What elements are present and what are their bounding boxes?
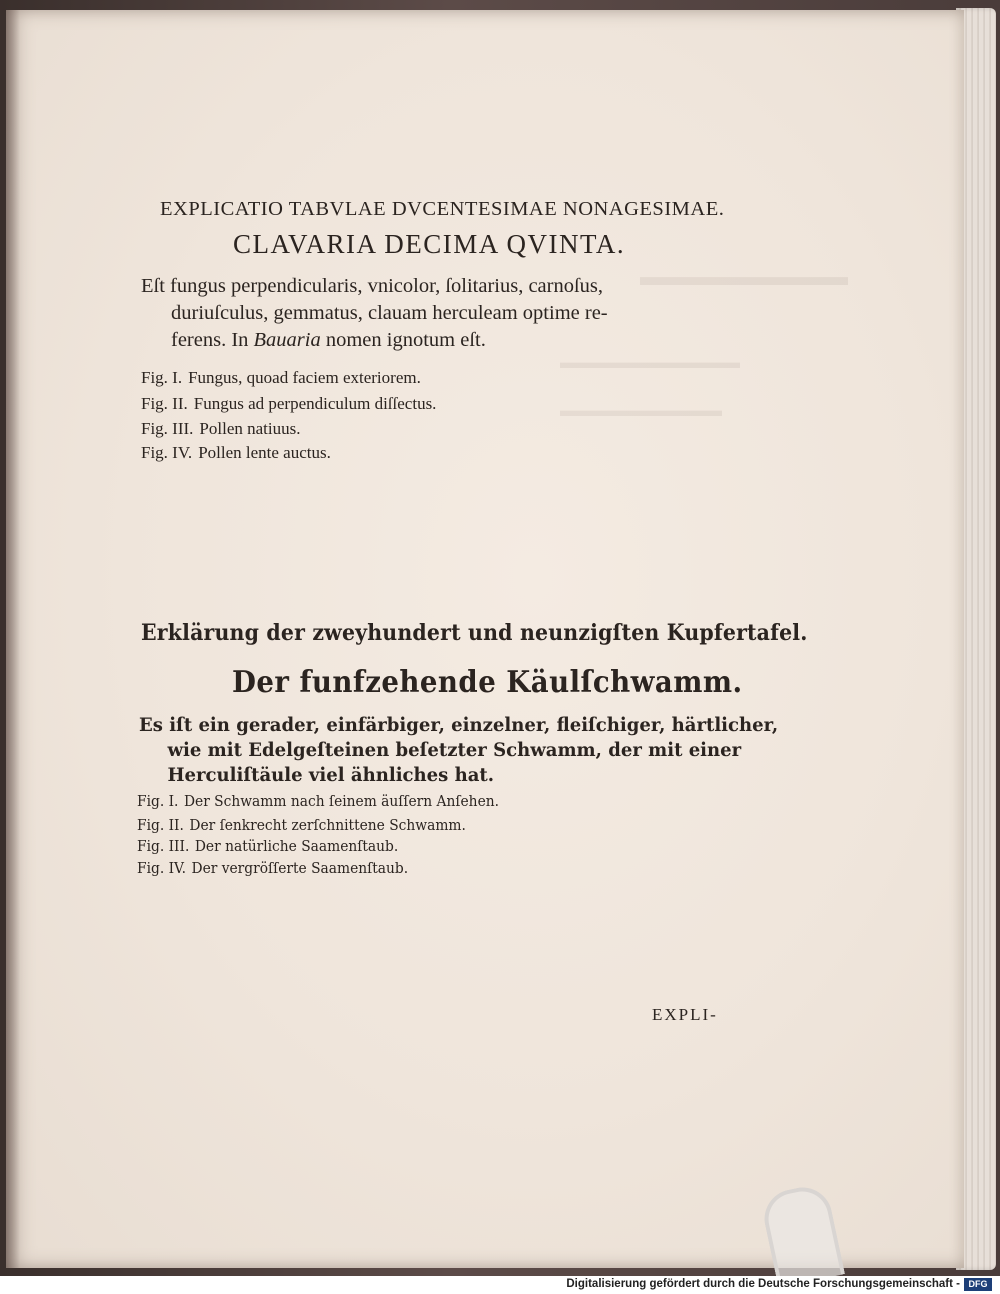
bleed-through-mark: ▬▬▬▬▬▬▬▬ (640, 262, 848, 291)
latin-description-line (141, 327, 741, 354)
figure-label: Fig. IV. (137, 859, 186, 877)
bleed-through-mark: ▬▬▬▬▬▬▬▬▬▬ (560, 352, 740, 372)
figure-text: Pollen lente auctus. (198, 443, 331, 462)
latin-plate-title: EXPLICATIO TABVLAE DVCENTESIMAE NONAGESIMAE. (160, 198, 725, 220)
german-description-line: wie mit Edelgeſteinen beſetzter Schwamm, der mit einer (167, 739, 742, 761)
latin-figure-caption (141, 443, 331, 463)
dfg-logo: DFG (964, 1278, 992, 1291)
catchword: EXPLI- (652, 1005, 718, 1024)
figure-label: Fig. II. (137, 816, 184, 834)
figure-label: Fig. III. (137, 837, 190, 855)
latin-description-text: ferens. In (171, 329, 254, 351)
german-figure-caption (137, 792, 499, 810)
figure-text: Der natürliche Saamenſtaub. (194, 837, 399, 855)
place-name: Bauaria (253, 329, 321, 351)
figure-text: Fungus, quoad faciem exteriorem. (188, 368, 421, 387)
funding-notice: Digitalisierung gefördert durch die Deutsche Forschungsgemeinschaft - (566, 1278, 960, 1290)
latin-description-line: duriuſculus, gemmatus, clauam herculeam optime re- (171, 302, 608, 324)
german-description-line: Herculiſtäule viel ähnliches hat. (167, 764, 495, 786)
latin-description-line: Eſt fungus perpendicularis, vnicolor, ſolitarius, carnoſus, (141, 275, 604, 297)
figure-text: Der vergröſſerte Saamenſtaub. (191, 859, 409, 877)
german-figure-caption (137, 837, 398, 855)
figure-text: Der Schwamm nach ſeinem äuſſern Anſehen. (183, 792, 500, 810)
figure-label: Fig. IV. (141, 443, 193, 462)
latin-description-text: nomen ignotum eſt. (320, 329, 486, 351)
latin-figure-caption (141, 368, 421, 388)
bleed-through-mark: ▬▬▬▬▬▬▬▬▬ (560, 400, 722, 420)
figure-text: Der ſenkrecht zerſchnittene Schwamm. (189, 816, 466, 834)
latin-figure-caption (141, 394, 436, 414)
german-species-title: Der funfzehende Käulſchwamm. (232, 665, 743, 700)
figure-label: Fig. I. (137, 792, 179, 810)
figure-text: Pollen natiuus. (199, 419, 301, 438)
figure-text: Fungus ad perpendiculum diſſectus. (193, 394, 437, 413)
latin-description (141, 273, 741, 354)
latin-figure-caption (141, 419, 300, 439)
german-figure-caption (137, 859, 408, 877)
page-gutter-shadow (6, 10, 20, 1268)
german-plate-title: Erklärung der zweyhundert und neunzigſten Kupfertafel. (141, 620, 808, 646)
german-description-line: Es iſt ein gerader, einfärbiger, einzelner, fleiſchiger, härtlicher, (139, 714, 779, 736)
latin-species-title: CLAVARIA DECIMA QVINTA. (233, 229, 626, 259)
figure-label: Fig. II. (141, 394, 188, 413)
german-figure-caption (137, 816, 466, 834)
figure-label: Fig. III. (141, 419, 194, 438)
german-description (139, 713, 799, 788)
figure-label: Fig. I. (141, 368, 183, 387)
